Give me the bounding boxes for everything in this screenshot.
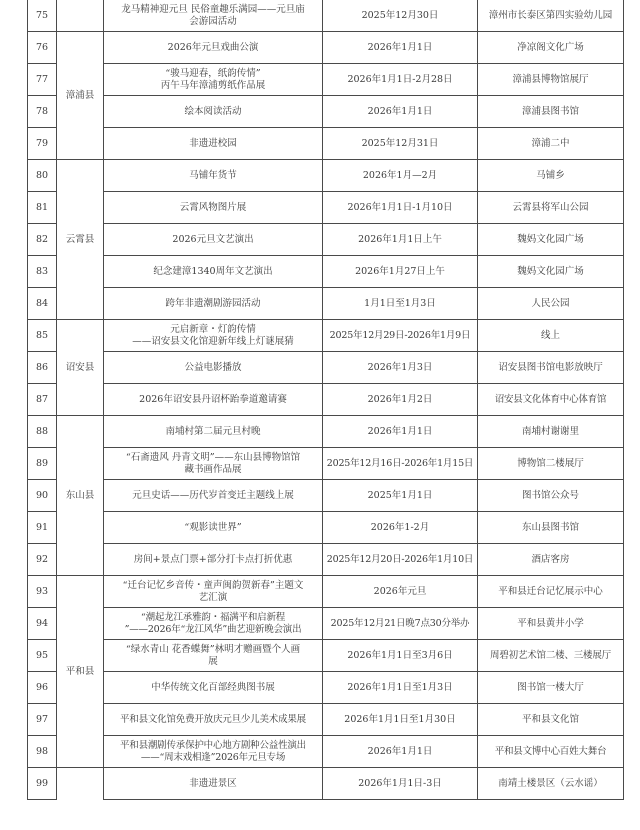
row-number: 87 <box>28 384 57 416</box>
table-row <box>28 768 624 800</box>
table-row <box>28 608 624 640</box>
event-name: 跨年非遗潮剧游园活动 <box>104 288 323 320</box>
event-date: 2026年1月1日至1月3日 <box>323 672 478 704</box>
event-venue: 漳浦二中 <box>478 128 624 160</box>
event-venue: 净凉阁文化广场 <box>478 32 624 64</box>
event-venue: 漳州市长泰区第四实验幼儿园 <box>478 0 624 32</box>
county-cell <box>57 768 104 800</box>
row-number: 88 <box>28 416 57 448</box>
event-name: 2026年诏安县丹诏杯跆拳道邀请赛 <box>104 384 323 416</box>
event-date: 2026年1月1日-2月28日 <box>323 64 478 96</box>
event-name: 中华传统文化百部经典图书展 <box>104 672 323 704</box>
event-date: 2026年1月2日 <box>323 384 478 416</box>
event-name: 马铺年货节 <box>104 160 323 192</box>
county-cell <box>57 0 104 32</box>
table-row <box>28 64 624 96</box>
row-number: 91 <box>28 512 57 544</box>
event-venue: 东山县图书馆 <box>478 512 624 544</box>
row-number: 85 <box>28 320 57 352</box>
event-date: 2026年1月27日上午 <box>323 256 478 288</box>
event-name: “石斋遗风 丹青文明”——东山县博物馆馆 藏书画作品展 <box>104 448 323 480</box>
row-number: 75 <box>28 0 57 32</box>
event-venue: 魏妈文化园广场 <box>478 256 624 288</box>
row-number: 98 <box>28 736 57 768</box>
row-number: 86 <box>28 352 57 384</box>
row-number: 81 <box>28 192 57 224</box>
table-row <box>28 384 624 416</box>
event-date: 2026年1月1日-3日 <box>323 768 478 800</box>
row-number: 78 <box>28 96 57 128</box>
event-venue: 平和县黄井小学 <box>478 608 624 640</box>
event-venue: 南埔村谢谢里 <box>478 416 624 448</box>
row-number: 93 <box>28 576 57 608</box>
table-row <box>28 288 624 320</box>
event-date: 2026年1月1日至1月30日 <box>323 704 478 736</box>
event-name: “观影读世界” <box>104 512 323 544</box>
event-name: “潮起龙江承雅韵・福满平和启新程 ”——2026年“龙江风华”曲艺迎新晚会演出 <box>104 608 323 640</box>
table-row <box>28 416 624 448</box>
event-date: 2026年1-2月 <box>323 512 478 544</box>
county-cell: 平和县 <box>57 576 104 768</box>
event-date: 2025年1月1日 <box>323 480 478 512</box>
table-row <box>28 96 624 128</box>
event-date: 2025年12月29日-2026年1月9日 <box>323 320 478 352</box>
event-venue: 平和县迁台记忆展示中心 <box>478 576 624 608</box>
event-name: 房间+景点门票+部分打卡点打折优惠 <box>104 544 323 576</box>
row-number: 79 <box>28 128 57 160</box>
event-name: 绘本阅读活动 <box>104 96 323 128</box>
event-name: “骏马迎春，纸韵传情” 丙午马年漳浦剪纸作品展 <box>104 64 323 96</box>
event-date: 2026年1月3日 <box>323 352 478 384</box>
event-date: 2026年1月1日 <box>323 416 478 448</box>
event-date: 2025年12月16日-2026年1月15日 <box>323 448 478 480</box>
event-venue: 博物馆二楼展厅 <box>478 448 624 480</box>
row-number: 95 <box>28 640 57 672</box>
county-cell: 东山县 <box>57 416 104 576</box>
table-row <box>28 0 624 32</box>
row-number: 89 <box>28 448 57 480</box>
row-number: 92 <box>28 544 57 576</box>
county-cell: 云霄县 <box>57 160 104 320</box>
table-row <box>28 544 624 576</box>
table-row <box>28 256 624 288</box>
event-name: “迁台记忆乡音传・童声闽韵贺新春”主题文 艺汇演 <box>104 576 323 608</box>
table-row <box>28 352 624 384</box>
event-date: 2025年12月31日 <box>323 128 478 160</box>
event-venue: 酒店客房 <box>478 544 624 576</box>
table-row <box>28 32 624 64</box>
row-number: 94 <box>28 608 57 640</box>
events-table <box>27 0 624 800</box>
event-date: 2026年1月1日 <box>323 32 478 64</box>
event-venue: 诏安县图书馆电影放映厅 <box>478 352 624 384</box>
table-row <box>28 480 624 512</box>
event-date: 2025年12月21日晚7点30分举办 <box>323 608 478 640</box>
table-row <box>28 576 624 608</box>
table-row <box>28 704 624 736</box>
row-number: 82 <box>28 224 57 256</box>
row-number: 80 <box>28 160 57 192</box>
event-venue: 马铺乡 <box>478 160 624 192</box>
event-name: 南埔村第二届元旦村晚 <box>104 416 323 448</box>
table-row <box>28 448 624 480</box>
event-name: 2026元旦文艺演出 <box>104 224 323 256</box>
row-number: 83 <box>28 256 57 288</box>
event-venue: 诏安县文化体育中心体育馆 <box>478 384 624 416</box>
table-row <box>28 512 624 544</box>
row-number: 97 <box>28 704 57 736</box>
event-venue: 图书馆公众号 <box>478 480 624 512</box>
event-venue: 漳浦县图书馆 <box>478 96 624 128</box>
row-number: 76 <box>28 32 57 64</box>
event-name: 2026年元旦戏曲公演 <box>104 32 323 64</box>
event-name: 公益电影播放 <box>104 352 323 384</box>
event-date: 2026年1月1日上午 <box>323 224 478 256</box>
row-number: 90 <box>28 480 57 512</box>
row-number: 84 <box>28 288 57 320</box>
table-row <box>28 640 624 672</box>
row-number: 77 <box>28 64 57 96</box>
event-name: 纪念建漳1340周年文艺演出 <box>104 256 323 288</box>
event-name: 云霄风物图片展 <box>104 192 323 224</box>
table-row <box>28 128 624 160</box>
row-number: 99 <box>28 768 57 800</box>
table-row <box>28 224 624 256</box>
event-date: 2025年12月30日 <box>323 0 478 32</box>
event-venue: 线上 <box>478 320 624 352</box>
event-venue: 漳浦县博物馆展厅 <box>478 64 624 96</box>
event-date: 2026年1月—2月 <box>323 160 478 192</box>
county-cell: 诏安县 <box>57 320 104 416</box>
event-venue: 魏妈文化园广场 <box>478 224 624 256</box>
event-name: 元启新章・灯韵传情 ——诏安县文化馆迎新年线上灯谜展猜 <box>104 320 323 352</box>
table-row <box>28 736 624 768</box>
table-row <box>28 160 624 192</box>
event-name: 非遗进校园 <box>104 128 323 160</box>
table-row <box>28 672 624 704</box>
event-venue: 云霄县将军山公园 <box>478 192 624 224</box>
event-date: 2026年1月1日至3月6日 <box>323 640 478 672</box>
event-name: 非遗进景区 <box>104 768 323 800</box>
event-date: 1月1日至1月3日 <box>323 288 478 320</box>
event-date: 2025年12月20日-2026年1月10日 <box>323 544 478 576</box>
event-venue: 周碧初艺术馆二楼、三楼展厅 <box>478 640 624 672</box>
event-venue: 平和县文博中心百姓大舞台 <box>478 736 624 768</box>
event-date: 2026年1月1日 <box>323 96 478 128</box>
event-name: 平和县文化馆免费开放庆元旦少儿美术成果展 <box>104 704 323 736</box>
event-venue: 平和县文化馆 <box>478 704 624 736</box>
event-date: 2026年1月1日 <box>323 736 478 768</box>
event-venue: 人民公园 <box>478 288 624 320</box>
event-name: 龙马精神迎元旦 民俗童趣乐满园——元旦庙 会游园活动 <box>104 0 323 32</box>
county-cell: 漳浦县 <box>57 32 104 160</box>
event-venue: 南靖土楼景区（云水谣） <box>478 768 624 800</box>
event-date: 2026年元旦 <box>323 576 478 608</box>
table-row <box>28 320 624 352</box>
event-name: 元旦史话——历代岁首变迁主题线上展 <box>104 480 323 512</box>
event-name: “绿水青山 花香蝶舞”林明才赠画暨个人画 展 <box>104 640 323 672</box>
event-date: 2026年1月1日-1月10日 <box>323 192 478 224</box>
row-number: 96 <box>28 672 57 704</box>
event-name: 平和县潮剧传承保护中心地方剧种公益性演出 ——“周末戏相逢”2026年元旦专场 <box>104 736 323 768</box>
event-venue: 图书馆一楼大厅 <box>478 672 624 704</box>
table-row <box>28 192 624 224</box>
